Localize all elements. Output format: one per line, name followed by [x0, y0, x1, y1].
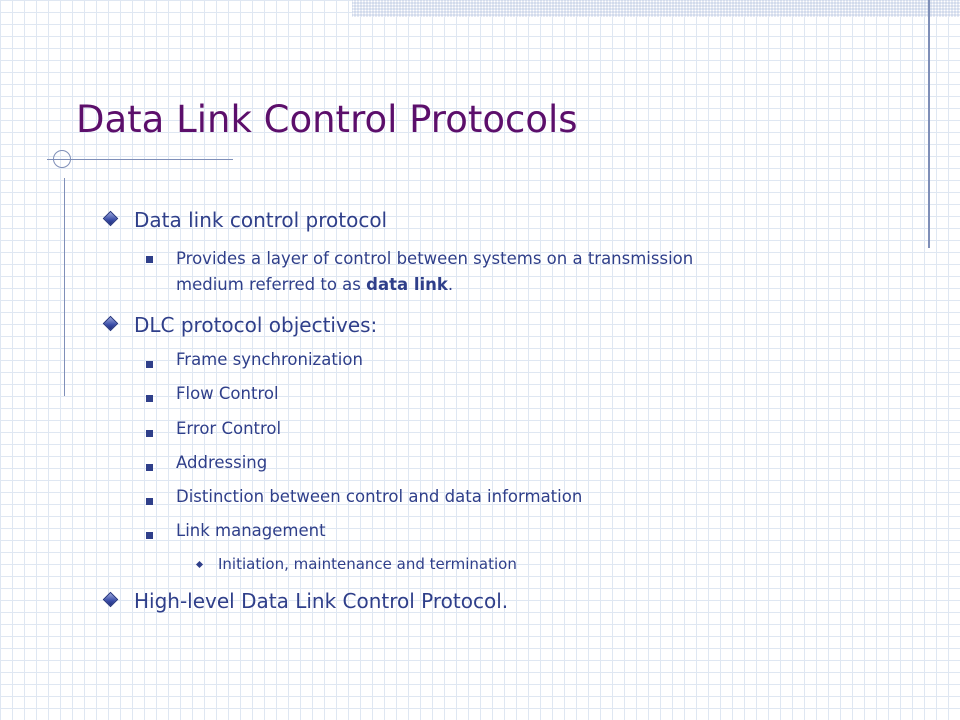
- bold-term: data link: [366, 275, 448, 294]
- small-diamond-bullet-icon: [196, 561, 203, 568]
- slide-title: Data Link Control Protocols: [76, 98, 578, 141]
- bullet-level2: [176, 246, 876, 298]
- decorative-circle: [53, 150, 71, 168]
- bullet-level1: High-level Data Link Control Protocol.: [134, 589, 509, 613]
- square-bullet-icon: [146, 464, 153, 471]
- bullet-level2: Error Control: [176, 419, 282, 438]
- bullet-text: Provides a layer of control between systems on a transmission: [176, 249, 694, 268]
- bullet-level1: Data link control protocol: [134, 208, 388, 232]
- square-bullet-icon: [146, 395, 153, 402]
- decorative-vertical-line: [928, 0, 930, 248]
- bullet-level2: Addressing: [176, 453, 268, 472]
- square-bullet-icon: [146, 498, 153, 505]
- bullet-level2: Flow Control: [176, 384, 279, 403]
- square-bullet-icon: [146, 532, 153, 539]
- square-bullet-icon: [146, 256, 153, 263]
- decorative-dot-pattern: [352, 0, 960, 17]
- decorative-vertical-line: [64, 178, 65, 396]
- diamond-bullet-icon: [103, 211, 119, 227]
- square-bullet-icon: [146, 361, 153, 368]
- bullet-text: medium referred to as: [176, 275, 367, 294]
- decorative-horizontal-line: [47, 159, 233, 160]
- bullet-level3: Initiation, maintenance and termination: [218, 555, 517, 573]
- bullet-level2: Frame synchronization: [176, 350, 363, 369]
- bullet-text: .: [447, 275, 454, 294]
- bullet-level1: DLC protocol objectives:: [134, 313, 378, 337]
- diamond-bullet-icon: [103, 316, 119, 332]
- square-bullet-icon: [146, 430, 153, 437]
- bullet-level2: Distinction between control and data information: [176, 487, 583, 506]
- diamond-bullet-icon: [103, 592, 119, 608]
- bullet-level2: Link management: [176, 521, 326, 540]
